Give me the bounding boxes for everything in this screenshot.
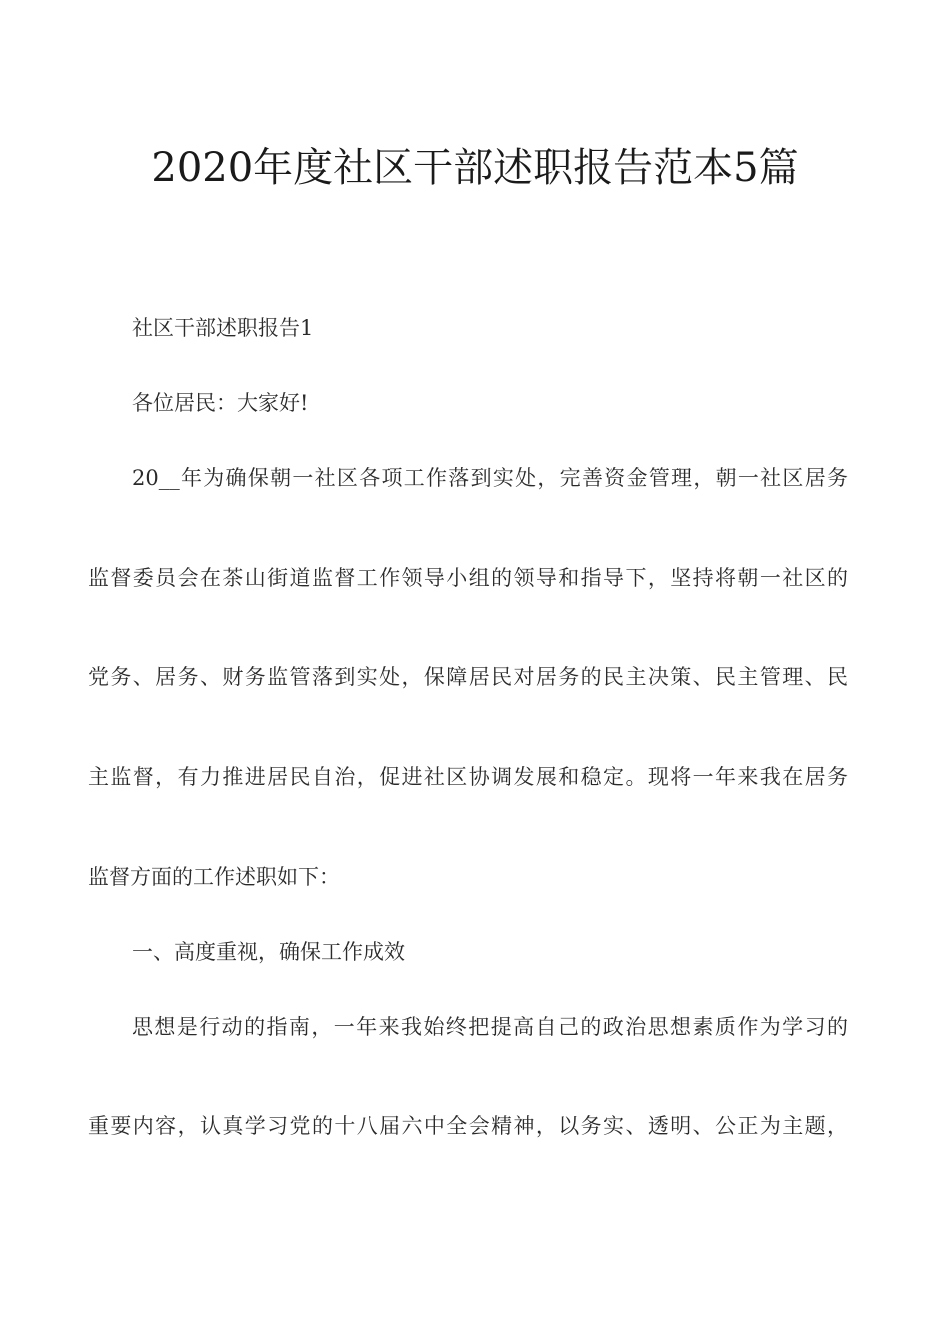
section-heading: 一、高度重视，确保工作成效 [132,940,405,964]
paragraph-line: 党务、居务、财务监管落到实处，保障居民对居务的民主决策、民主管理、民 [88,665,848,689]
paragraph-line: 监督委员会在茶山街道监督工作领导小组的领导和指导下，坚持将朝一社区的 [88,566,848,590]
paragraph-line: 20__年为确保朝一社区各项工作落到实处，完善资金管理，朝一社区居务 [132,466,848,490]
paragraph-line: 监督方面的工作述职如下： [88,865,340,889]
paragraph-line: 重要内容，认真学习党的十八届六中全会精神，以务实、透明、公正为主题， [88,1114,848,1138]
document-body [88,0,848,1344]
paragraph-line: 思想是行动的指南，一年来我始终把提高自己的政治思想素质作为学习的 [132,1015,848,1039]
paragraph-line: 主监督，有力推进居民自治，促进社区协调发展和稳定。现将一年来我在居务 [88,765,848,789]
report-heading: 社区干部述职报告1 [132,316,314,340]
document-title: 2020年度社区干部述职报告范本5篇 [151,145,799,191]
greeting: 各位居民：大家好! [132,391,309,415]
